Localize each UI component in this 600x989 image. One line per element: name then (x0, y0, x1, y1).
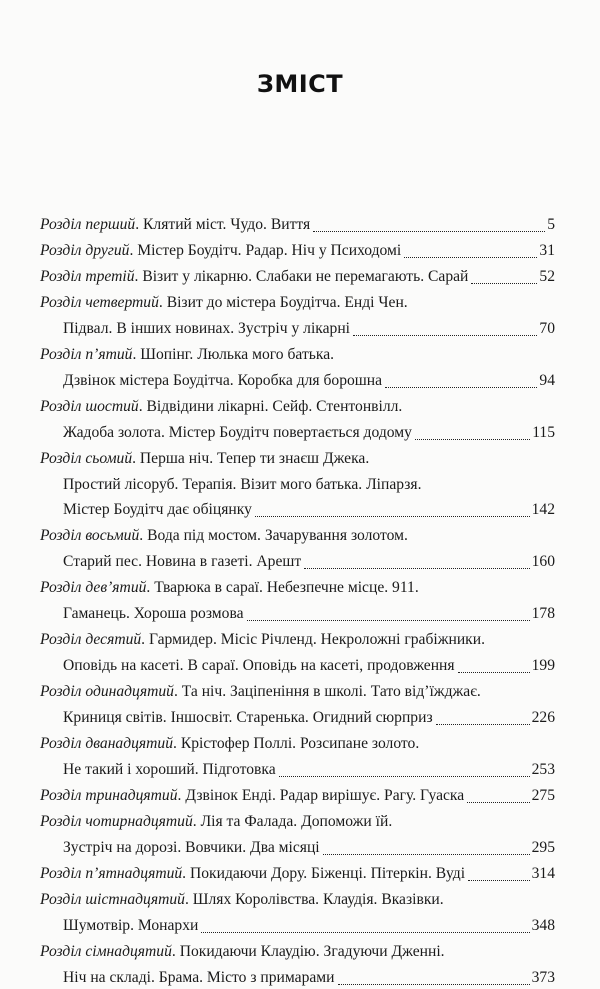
toc-line (0, 707, 600, 729)
chapter-titles: Старий пес. Новина в газеті. Арешт (63, 553, 302, 571)
chapter-name: Розділ п’ятнадцятий (40, 864, 183, 882)
chapter-titles: Лія та Фалада. Допоможи їй. (200, 812, 393, 830)
chapter-name: Розділ перший (40, 216, 136, 233)
page-number: 160 (531, 553, 555, 571)
chapter-titles: Покидаючи Дору. Біженці. Пітеркін. Вуді (189, 864, 466, 882)
toc-line (0, 422, 600, 444)
chapter-titles: Дзвінок Енді. Радар вирішує. Рагу. Гуаска (185, 786, 465, 804)
dot-leader (385, 387, 537, 388)
chapter-name: Розділ чотирнадцятий (40, 812, 193, 830)
page-number: 373 (531, 968, 555, 986)
chapter-titles: Містер Боудітч дає обіцянку (63, 501, 252, 519)
chapter-name: Розділ сьомий (40, 449, 133, 467)
toc-line: Розділ шостий . Відвідини лікарні. Сейф. Стентонвілл. (0, 396, 600, 418)
toc-line: Розділ десятий . Гармидер. Місіс Річленд. Некроложні грабіжники. (0, 629, 600, 651)
chapter-titles: Оповідь на касеті. В сараї. Оповідь на касеті, продовження (63, 657, 455, 675)
chapter-name: Розділ сімнадцятий (40, 942, 172, 960)
dot-leader (458, 672, 530, 673)
chapter-name: Розділ дванадцятий (40, 735, 174, 752)
dot-leader (467, 802, 529, 803)
dot-leader (338, 984, 530, 985)
toc-line (0, 915, 600, 937)
chapter-titles: Клятий міст. Чудо. Виття (143, 216, 311, 233)
chapter-titles: Гаманець. Хороша розмова (63, 605, 244, 623)
chapter-titles: Містер Боудітч. Радар. Ніч у Психодомі (137, 241, 402, 259)
chapter-titles: Шопінг. Люлька мого батька. (140, 345, 335, 363)
toc-line: Розділ тринадцятий . Дзвінок Енді. Радар вирішує. Рагу. Гуаска 275 (0, 785, 600, 807)
chapter-name: Розділ десятий (40, 631, 142, 649)
toc-line (0, 603, 600, 625)
chapter-titles: Відвідини лікарні. Сейф. Стентонвілл. (146, 397, 403, 415)
chapter-titles: Візит до містера Боудітча. Енді Чен. (166, 293, 408, 311)
page-number: 314 (531, 864, 555, 882)
toc-line (0, 370, 600, 392)
toc-line (0, 551, 600, 573)
dot-leader (468, 880, 530, 881)
toc-line (0, 499, 600, 521)
toc-line: Розділ перший . Клятий міст. Чудо. Виття 5 (0, 214, 600, 236)
page-number: 94 (539, 371, 555, 389)
toc-line: Розділ восьмий . Вода під мостом. Зачарування золотом. (0, 525, 600, 547)
dot-leader (313, 231, 545, 232)
dot-leader (304, 568, 529, 569)
page-number: 142 (531, 501, 555, 519)
chapter-name: Розділ дев’ятий (40, 579, 147, 597)
toc-line: Розділ п’ятнадцятий . Покидаючи Дору. Біженці. Пітеркін. Вуді 314 (0, 863, 600, 885)
toc-line: Розділ четвертий . Візит до містера Боудітча. Енді Чен. (0, 292, 600, 314)
toc-line (0, 318, 600, 340)
chapter-titles: Підвал. В інших новинах. Зустріч у лікарні (63, 319, 351, 337)
toc-line (0, 759, 600, 781)
dot-leader (247, 620, 530, 621)
chapter-titles: Зустріч на дорозі. Вовчики. Два місяці (63, 838, 320, 856)
chapter-name: Розділ шостий (40, 397, 139, 415)
chapter-titles: Шлях Королівства. Клаудія. Вказівки. (192, 890, 444, 908)
page-number: 115 (532, 423, 555, 441)
toc-line: Розділ сьомий . Перша ніч. Тепер ти знаєш Джека. (0, 448, 600, 470)
chapter-titles: Тварюка в сараї. Небезпечне місце. 911. (154, 579, 419, 597)
toc-line: Розділ дев’ятий . Тварюка в сараї. Небезпечне місце. 911. (0, 577, 600, 599)
chapter-titles: Крістофер Поллі. Розсипане золото. (180, 735, 420, 752)
toc-line (0, 967, 600, 989)
chapter-titles: Вода під мостом. Зачарування золотом. (147, 527, 408, 545)
toc-line (0, 837, 600, 859)
page-title: ЗМІСТ (256, 70, 344, 98)
chapter-titles: Гармидер. Місіс Річленд. Некроложні грабіжники. (148, 631, 485, 649)
dot-leader (436, 724, 530, 725)
chapter-titles: Перша ніч. Тепер ти знаєш Джека. (139, 449, 370, 467)
chapter-name: Розділ одинадцятий (40, 683, 174, 701)
page-number: 178 (531, 605, 555, 623)
page-number: 5 (547, 216, 555, 233)
chapter-titles: Ніч на складі. Брама. Місто з примарами (63, 968, 335, 986)
chapter-name: Розділ тринадцятий (40, 786, 178, 804)
dot-leader (404, 257, 537, 258)
page-number: 275 (531, 786, 555, 804)
dot-leader (415, 439, 530, 440)
page-number: 70 (539, 319, 555, 337)
toc-line: Розділ одинадцятий . Та ніч. Заціпеніння в школі. Тато від’їжджає. (0, 681, 600, 703)
chapter-name: Розділ восьмий (40, 527, 140, 545)
chapter-titles: Простий лісоруб. Терапія. Візит мого батька. Ліпарзя. (63, 475, 422, 493)
chapter-name: Розділ другий (40, 241, 130, 259)
chapter-titles: Покидаючи Клаудію. Згадуючи Дженні. (179, 942, 445, 960)
toc-line: Розділ п’ятий . Шопінг. Люлька мого батька. (0, 344, 600, 366)
page-number: 52 (539, 267, 555, 285)
chapter-name: Розділ шістнадцятий (40, 890, 185, 908)
dot-leader (323, 854, 530, 855)
page-number: 348 (531, 916, 555, 934)
page-number: 199 (531, 657, 555, 675)
toc-line (0, 655, 600, 677)
toc-line: Розділ дванадцятий . Крістофер Поллі. Розсипане золото. (0, 733, 600, 755)
toc-line: Розділ сімнадцятий . Покидаючи Клаудію. Згадуючи Дженні. (0, 941, 600, 963)
dot-leader (201, 932, 529, 933)
chapter-titles: Криниця світів. Іншосвіт. Старенька. Огидний сюрприз (63, 709, 433, 727)
page-number: 295 (531, 838, 555, 856)
toc-line: Розділ третій . Візит у лікарню. Слабаки не перемагають. Сарай 52 (0, 266, 600, 288)
chapter-name: Розділ п’ятий (40, 345, 133, 363)
chapter-name: Розділ четвертий (40, 293, 159, 311)
page-number: 31 (539, 241, 555, 259)
chapter-titles: Дзвінок містера Боудітча. Коробка для борошна (63, 371, 383, 389)
chapter-titles: Не такий і хороший. Підготовка (63, 760, 276, 778)
page-number: 253 (531, 760, 555, 778)
chapter-titles: Візит у лікарню. Слабаки не перемагають. Сарай (142, 267, 469, 285)
dot-leader (279, 776, 530, 777)
chapter-name: Розділ третій (40, 267, 135, 285)
toc-line: Розділ другий . Містер Боудітч. Радар. Ніч у Психодомі 31 (0, 240, 600, 262)
dot-leader (471, 283, 537, 284)
dot-leader (353, 335, 537, 336)
chapter-titles: Та ніч. Заціпеніння в школі. Тато від’їжджає. (181, 683, 481, 701)
dot-leader (255, 516, 530, 517)
toc-line: Розділ шістнадцятий . Шлях Королівства. Клаудія. Вказівки. (0, 889, 600, 911)
chapter-titles: Шумотвір. Монархи (63, 916, 199, 934)
toc-line (0, 474, 600, 496)
chapter-titles: Жадоба золота. Містер Боудітч повертається додому (63, 423, 412, 441)
page-number: 226 (531, 709, 555, 727)
toc-line: Розділ чотирнадцятий . Лія та Фалада. Допоможи їй. (0, 811, 600, 833)
